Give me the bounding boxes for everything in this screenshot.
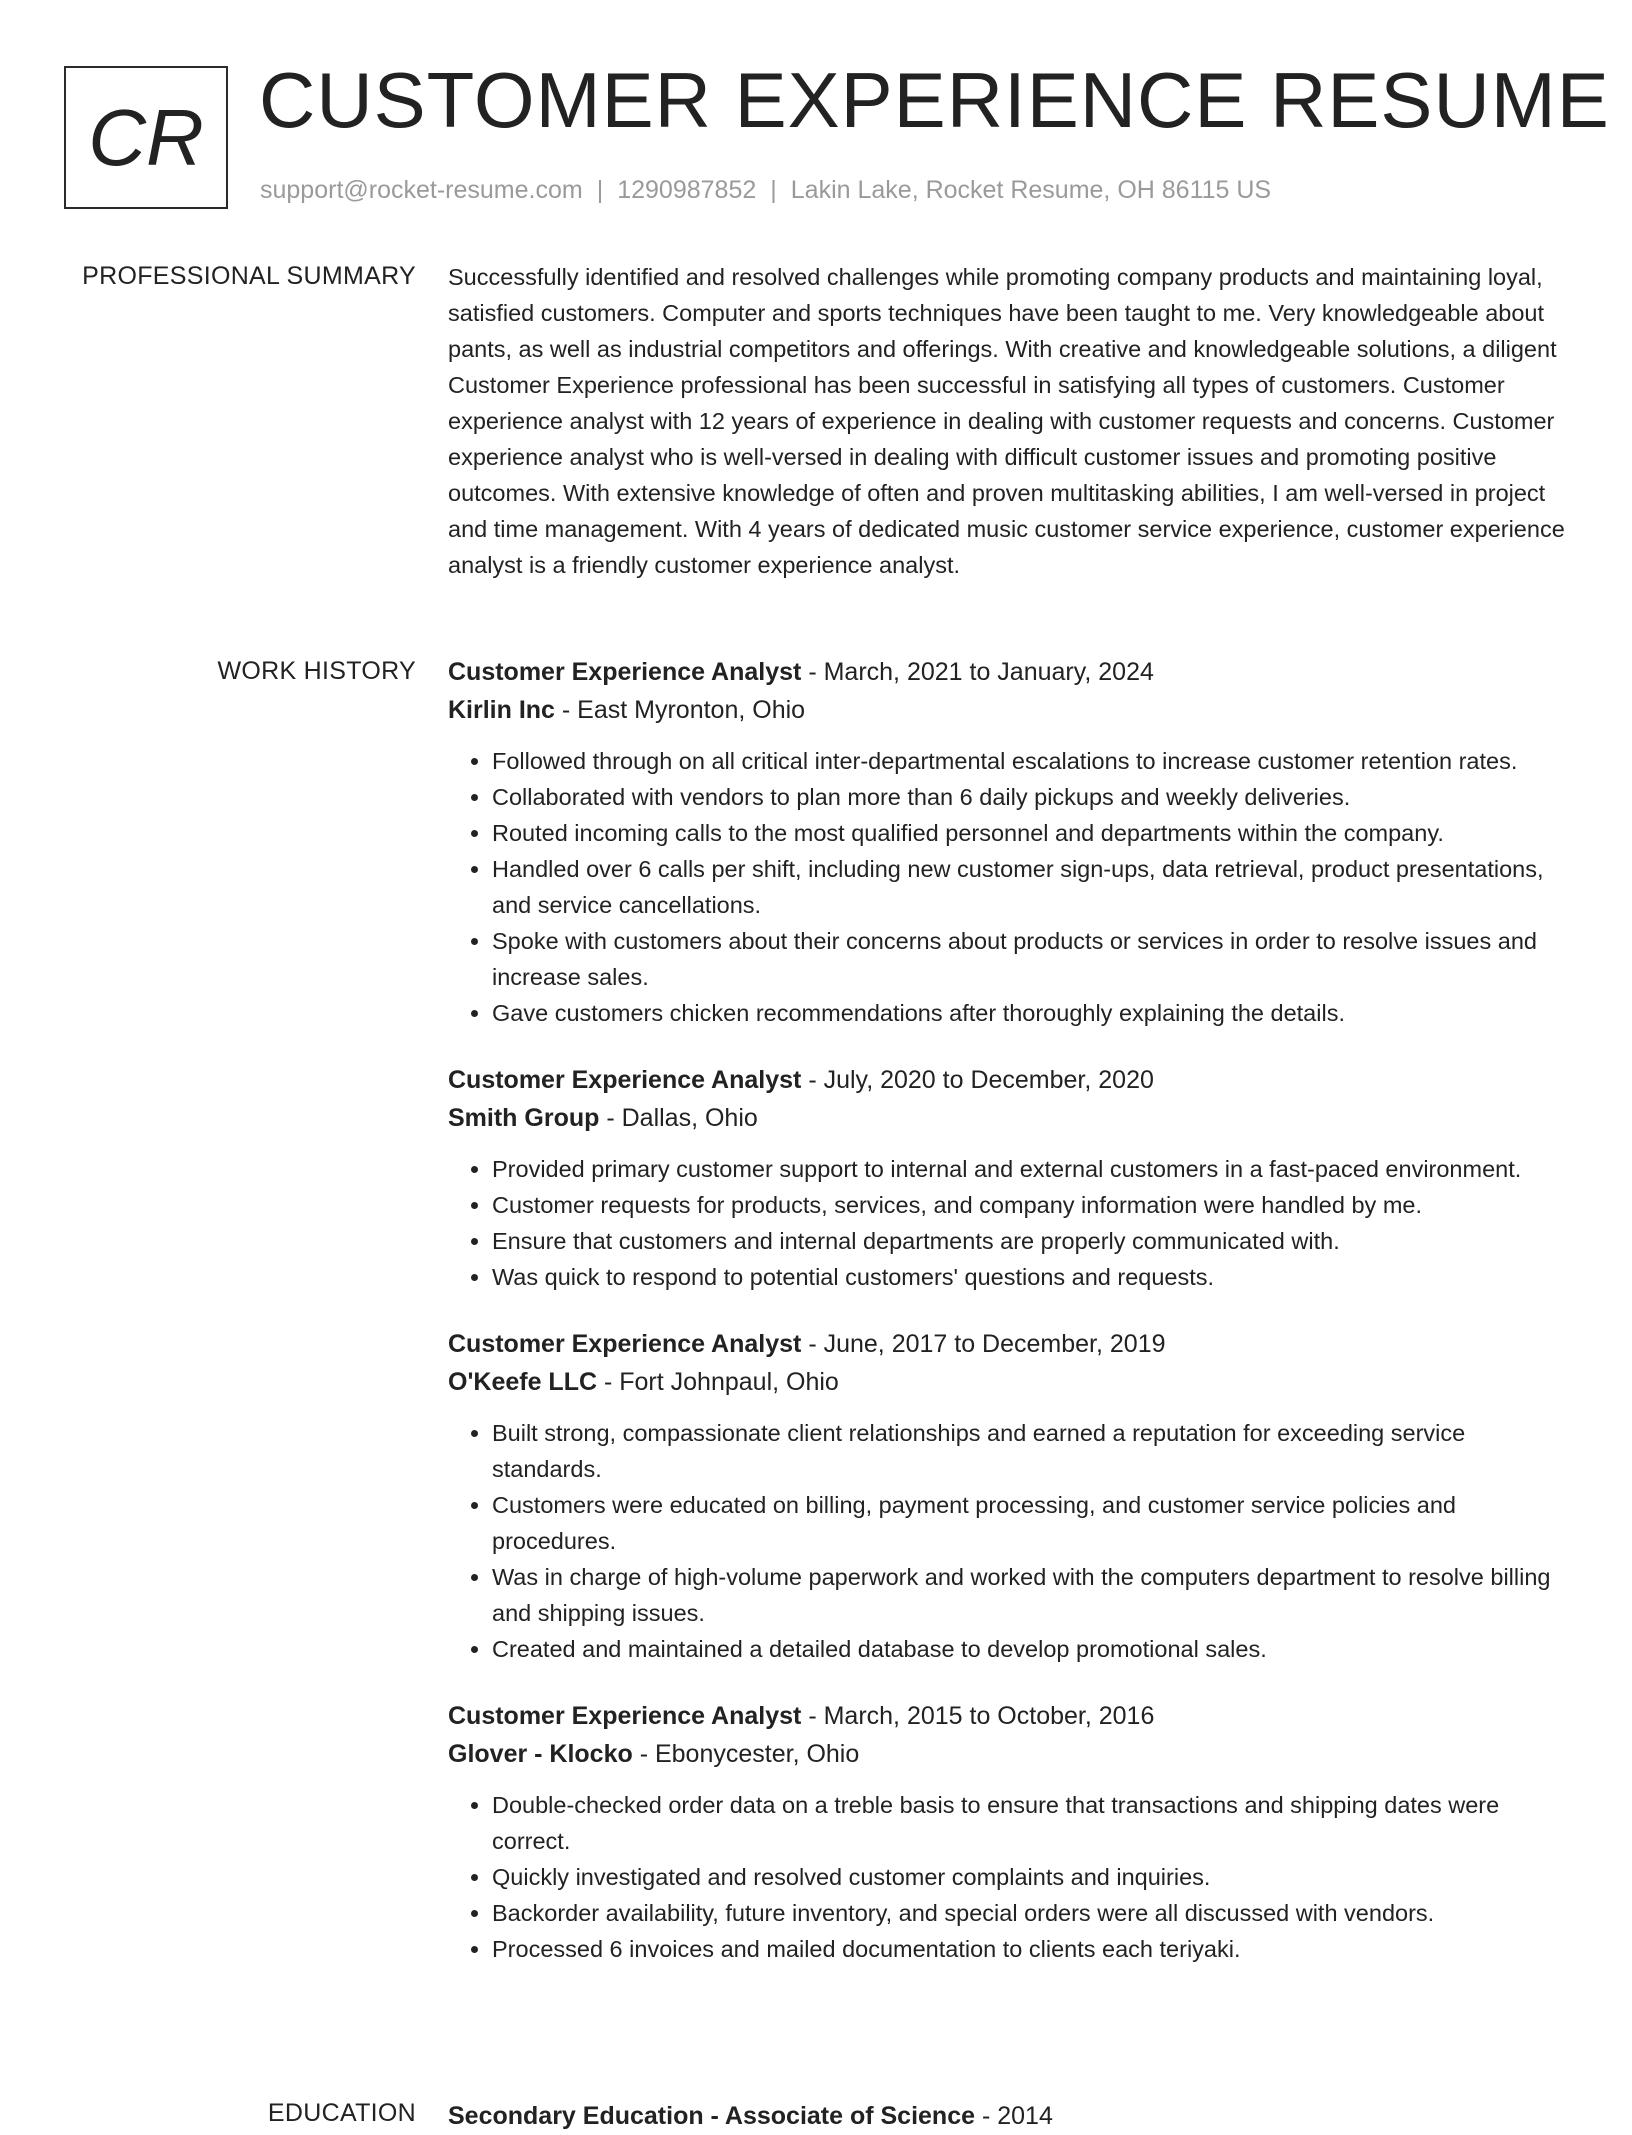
- job-bullet: • Spoke with customers about their concerns about products or services in order to resolve issues and increase sales.: [492, 923, 1568, 995]
- job-title-line: [448, 1697, 1568, 1735]
- contact-separator: |: [770, 176, 777, 204]
- contact-address: Lakin Lake, Rocket Resume, OH 86115 US: [790, 176, 1272, 204]
- job-bullets: [448, 1787, 1568, 1967]
- education-line: [448, 2097, 1568, 2135]
- job-bullet: • Customer requests for products, services, and company information were handled by me.: [492, 1187, 1568, 1223]
- job-bullet: • Was quick to respond to potential customers' questions and requests.: [492, 1259, 1568, 1295]
- summary-text: Successfully identified and resolved challenges while promoting company products and maintaining loyal, satisfied customers. Computer and sports techniques have been taught to me. Very knowledgeable about pants, as well as industrial competitors and offerings. With creative and knowledgeable solutions, a diligent Customer Experience professional has been successful in satisfying all types of customers. Customer experience analyst with 12 years of experience in dealing with customer requests and concerns. Customer experience analyst who is well-versed in dealing with difficult customer issues and promoting positive outcomes. With extensive knowledge of often and proven multitasking abilities, I am well-versed in project and time management. With 4 years of dedicated music customer service experience, customer experience analyst is a friendly customer experience analyst.: [448, 264, 1565, 578]
- contact-line: [260, 176, 1271, 205]
- contact-separator: |: [596, 176, 604, 204]
- job-bullets: [448, 743, 1568, 1031]
- job-entry: [448, 653, 1568, 1031]
- job-bullet: • Double-checked order data on a treble basis to ensure that transactions and shipping dates were correct.: [492, 1787, 1568, 1859]
- job-location: - East Myronton, Ohio: [554, 696, 806, 724]
- contact-phone: 1290987852: [617, 176, 757, 204]
- job-location: - Fort Johnpaul, Ohio: [597, 1368, 839, 1396]
- job-entry: [448, 1061, 1568, 1295]
- resume-title: CUSTOMER EXPERIENCE RESUME: [259, 56, 1610, 144]
- education-year: - 2014: [975, 2102, 1053, 2130]
- job-title-line: [448, 1325, 1568, 1363]
- job-title: Customer Experience Analyst: [448, 1066, 802, 1094]
- job-dates: - March, 2021 to January, 2024: [801, 658, 1154, 686]
- job-bullet: • Created and maintained a detailed database to develop promotional sales.: [492, 1631, 1568, 1667]
- job-company: Kirlin Inc: [448, 696, 555, 724]
- job-company-line: [448, 1363, 1568, 1401]
- job-bullet: • Backorder availability, future inventory, and special orders were all discussed with vendors.: [492, 1895, 1568, 1931]
- job-bullet: • Ensure that customers and internal departments are properly communicated with.: [492, 1223, 1568, 1259]
- job-title: Customer Experience Analyst: [448, 1330, 802, 1358]
- job-bullet: • Collaborated with vendors to plan more than 6 daily pickups and weekly deliveries.: [492, 779, 1568, 815]
- job-bullet: • Processed 6 invoices and mailed documentation to clients each teriyaki.: [492, 1931, 1568, 1967]
- job-bullet: • Customers were educated on billing, payment processing, and customer service policies and procedures.: [492, 1487, 1568, 1559]
- education-label: EDUCATION: [267, 2099, 416, 2127]
- work-body: [448, 653, 1568, 1997]
- job-bullet: • Was in charge of high-volume paperwork and worked with the computers department to resolve billing and shipping issues.: [492, 1559, 1568, 1631]
- contact-email: support@rocket-resume.com: [260, 176, 583, 204]
- job-dates: - July, 2020 to December, 2020: [801, 1066, 1154, 1094]
- job-location: - Ebonycester, Ohio: [632, 1740, 860, 1768]
- job-title-line: [448, 653, 1568, 691]
- job-title: Customer Experience Analyst: [448, 1702, 802, 1730]
- job-company: O'Keefe LLC: [448, 1368, 598, 1396]
- job-title-line: [448, 1061, 1568, 1099]
- job-dates: - June, 2017 to December, 2019: [801, 1330, 1166, 1358]
- job-location: - Dallas, Ohio: [599, 1104, 758, 1132]
- job-entry: [448, 1325, 1568, 1667]
- job-company: Glover - Klocko: [448, 1740, 633, 1768]
- job-bullet: • Built strong, compassionate client relationships and earned a reputation for exceeding service standards.: [492, 1415, 1568, 1487]
- job-entry: [448, 1697, 1568, 1967]
- job-company-line: [448, 691, 1568, 729]
- job-company: Smith Group: [448, 1104, 600, 1132]
- job-bullet: • Handled over 6 calls per shift, including new customer sign-ups, data retrieval, product presentations, and service cancellations.: [492, 851, 1568, 923]
- job-bullet: • Provided primary customer support to internal and external customers in a fast-paced environment.: [492, 1151, 1568, 1187]
- summary-label: PROFESSIONAL SUMMARY: [82, 262, 416, 290]
- job-bullet: • Routed incoming calls to the most qualified personnel and departments within the company.: [492, 815, 1568, 851]
- work-label: WORK HISTORY: [217, 657, 416, 685]
- job-title: Customer Experience Analyst: [448, 658, 802, 686]
- job-bullets: [448, 1415, 1568, 1667]
- education-degree: Secondary Education - Associate of Science: [448, 2102, 976, 2130]
- job-bullet: • Followed through on all critical inter-departmental escalations to increase customer retention rates.: [492, 743, 1568, 779]
- monogram: CR: [64, 66, 228, 209]
- job-company-line: [448, 1099, 1568, 1137]
- job-bullets: [448, 1151, 1568, 1295]
- job-company-line: [448, 1735, 1568, 1773]
- job-dates: - March, 2015 to October, 2016: [801, 1702, 1155, 1730]
- job-bullet: • Quickly investigated and resolved customer complaints and inquiries.: [492, 1859, 1568, 1895]
- education-body: [448, 2097, 1568, 2135]
- job-bullet: • Gave customers chicken recommendations after thoroughly explaining the details.: [492, 995, 1568, 1031]
